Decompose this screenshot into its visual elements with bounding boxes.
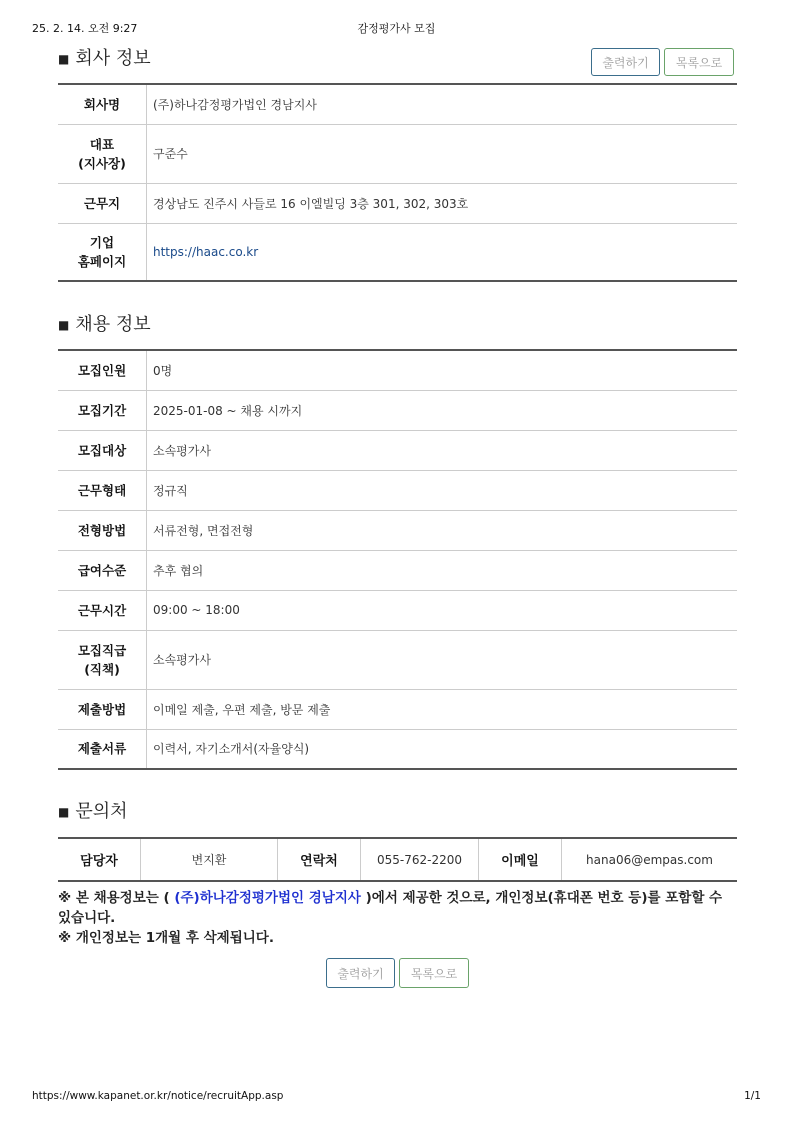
workplace-value: 경상남도 진주시 사들로 16 이엘빌딩 3층 301, 302, 303호: [147, 183, 738, 223]
email-label: 이메일: [479, 838, 562, 881]
company-section-title: ■ 회사 정보: [58, 48, 151, 69]
employment-type-label: 근무형태: [58, 470, 147, 510]
period-label: 모집기간: [58, 390, 147, 430]
table-row: [58, 590, 737, 630]
table-row: [58, 223, 737, 281]
homepage-value: [147, 223, 738, 281]
table-row: [58, 729, 737, 769]
table-row: [58, 124, 737, 183]
print-date: 25. 2. 14. 오전 9:27: [32, 22, 138, 35]
salary-value: 추후 협의: [147, 550, 738, 590]
selection-method-value: 서류전형, 면접전형: [147, 510, 738, 550]
print-button-bottom[interactable]: 출력하기: [326, 958, 395, 988]
homepage-label: [58, 223, 147, 281]
position-value: 소속평가사: [147, 630, 738, 689]
submission-method-label: 제출방법: [58, 689, 147, 729]
table-row: [58, 838, 737, 881]
target-value: 소속평가사: [147, 430, 738, 470]
selection-method-label: 전형방법: [58, 510, 147, 550]
notice-line-1: ※ 본 채용정보는 ( (주)하나감정평가법인 경남지사 )에서 제공한 것으로, 개인정보(휴대폰 번호 등)를 포함할 수 있습니다.: [58, 890, 723, 926]
position-label: [58, 630, 147, 689]
headcount-label: 모집인원: [58, 350, 147, 390]
square-bullet-icon: ■: [58, 805, 70, 819]
position-label-text: 모집직급 (직책): [77, 642, 127, 677]
workplace-label: 근무지: [58, 183, 147, 223]
work-hours-value: 09:00 ~ 18:00: [147, 590, 738, 630]
target-label: 모집대상: [58, 430, 147, 470]
notice-company-name: (주)하나감정평가법인 경남지사: [174, 890, 361, 906]
period-value: 2025-01-08 ~ 채용 시까지: [147, 390, 738, 430]
company-name-value: (주)하나감정평가법인 경남지사: [147, 84, 738, 124]
table-row: [58, 550, 737, 590]
privacy-notice: [58, 888, 738, 948]
print-header: [32, 20, 761, 36]
homepage-link[interactable]: https://haac.co.kr: [153, 244, 259, 259]
print-title: 감정평가사 모집: [357, 22, 436, 35]
contact-section-title: ■ 문의처: [58, 801, 128, 822]
table-row: [58, 430, 737, 470]
square-bullet-icon: ■: [58, 52, 70, 66]
ceo-value: 구준수: [147, 124, 738, 183]
email-value: hana06@empas.com: [586, 852, 713, 867]
employment-type-value: 정규직: [147, 470, 738, 510]
company-name-label: 회사명: [58, 84, 147, 124]
print-url: https://www.kapanet.or.kr/notice/recruitApp.asp: [32, 1090, 284, 1102]
table-row: [58, 470, 737, 510]
salary-label: 급여수준: [58, 550, 147, 590]
ceo-label-text: 대표 (지사장): [78, 136, 126, 171]
headcount-value: 0명: [147, 350, 738, 390]
phone-label: 연락처: [278, 838, 361, 881]
phone-value: 055-762-2200: [361, 838, 479, 881]
print-button-top[interactable]: 출력하기: [591, 48, 660, 76]
person-label: 담당자: [58, 838, 141, 881]
recruit-info-table: [58, 349, 737, 770]
list-button-bottom[interactable]: 목록으로: [399, 958, 469, 988]
square-bullet-icon: ■: [58, 318, 70, 332]
table-row: [58, 183, 737, 223]
documents-value: 이력서, 자기소개서(자율양식): [153, 742, 310, 757]
table-row: [58, 510, 737, 550]
recruit-section-title: ■ 채용 정보: [58, 314, 151, 335]
ceo-label: [58, 124, 147, 183]
table-row: [58, 689, 737, 729]
contact-table: [58, 837, 737, 882]
table-row: [58, 630, 737, 689]
company-info-table: [58, 83, 737, 282]
table-row: [58, 390, 737, 430]
person-value: 변지환: [141, 838, 278, 881]
documents-label: 제출서류: [58, 729, 147, 769]
print-footer: [32, 1090, 761, 1104]
table-row: [58, 350, 737, 390]
homepage-label-text: 기업 홈페이지: [77, 234, 127, 269]
print-page-number: 1/1: [744, 1090, 761, 1102]
list-button-top[interactable]: 목록으로: [664, 48, 734, 76]
work-hours-label: 근무시간: [58, 590, 147, 630]
table-row: [58, 84, 737, 124]
notice-line-2: ※ 개인정보는 1개월 후 삭제됩니다.: [58, 930, 274, 946]
submission-method-value: 이메일 제출, 우편 제출, 방문 제출: [147, 689, 738, 729]
